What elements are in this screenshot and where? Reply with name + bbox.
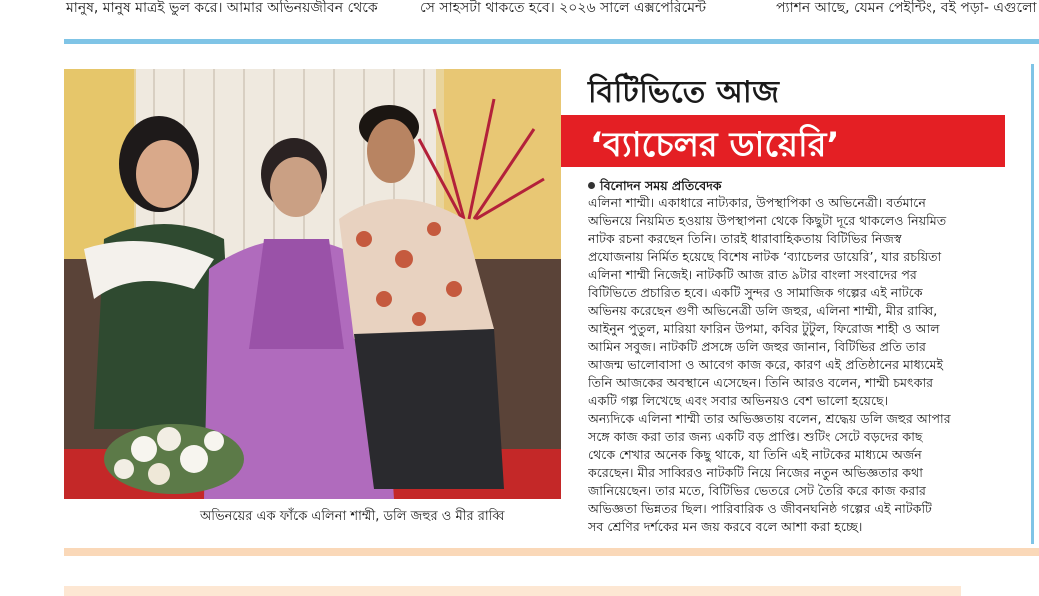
body-line: অন্যদিকে এলিনা শাম্মী তার অভিজ্ঞতায় বলেন, শ্রদ্ধেয় ডলি জহুর আপার [588, 411, 951, 426]
body-line: বিটিভিতে প্রচারিত হবে। একটি সুন্দর ও সামাজিক গল্পের এই নাটকে [588, 285, 923, 300]
body-line: তিনি আজকের অবস্থানে এসেছেন। তিনি আরও বলেন, শাম্মী চমৎকার [588, 375, 934, 390]
body-line: অভিজ্ঞতা ভিন্নতর ছিল। পারিবারিক ও জীবনঘনিষ্ঠ গল্পের এই নাটকটি [588, 501, 932, 516]
body-line: সব শ্রেণির দর্শকের মন জয় করবে বলে আশা করা হচ্ছে। [588, 519, 863, 534]
section-divider-lower [64, 586, 961, 596]
body-line: আইনুন পুতুল, মারিয়া ফারিন উপমা, কবির টুটুল, ফিরোজ শাহী ও আল [588, 321, 940, 336]
bullet-icon [588, 182, 595, 189]
article-kicker: বিটিভিতে আজ [588, 75, 780, 110]
body-line: জানিয়েছেন। তার মতে, বিটিভির ভেতরে সেট তৈরি করে কাজ করার [588, 483, 926, 498]
body-line: প্রযোজনায় নির্মিত হয়েছে বিশেষ নাটক ‘ব্যাচেলর ডায়েরি’, যার রচয়িতা [588, 249, 942, 264]
previous-article-strip [0, 0, 1039, 22]
strip-text-col2: সে সাহসটা থাকতে হবে। ২০২৬ সালে এক্সপেরিমেন্ট [420, 0, 707, 16]
article-photo [64, 69, 561, 499]
column-divider [1031, 64, 1034, 544]
body-line: নাটক রচনা করছেন তিনি। তারই ধারাবাহিকতায় বিটিভির নিজস্ব [588, 231, 902, 246]
body-line: একটি গল্প লিখেছে এবং সবার অভিনয়ও বেশ ভালো হয়েছে। [588, 393, 889, 408]
body-line: অভিনয় করেছেন গুণী অভিনেত্রী ডলি জহুর, এলিনা শাম্মী, মীর রাব্বি, [588, 303, 938, 318]
section-divider-bottom [64, 548, 1039, 556]
body-line: করেছেন। মীর সাব্বিরও নাটকটি নিয়ে নিজের নতুন অভিজ্ঞতার কথা [588, 465, 923, 480]
body-line: আমিন সবুজ। নাটকটি প্রসঙ্গে ডলি জহুর জানান, বিটিভির প্রতি তার [588, 339, 926, 354]
article-headline: ‘ব্যাচেলর ডায়েরি’ [590, 125, 840, 165]
article-body [588, 194, 1028, 536]
body-line: সঙ্গে কাজ করা তার জন্য একটি বড় প্রাপ্তি। শুটিং সেটে বড়দের কাছ [588, 429, 923, 444]
body-line: এলিনা শাম্মী। একাধারে নাট্যকার, উপস্থাপিকা ও অভিনেত্রী। বর্তমানে [588, 195, 926, 210]
body-line: আজন্ম ভালোবাসা ও আবেগ কাজ করে, কারণ এই প্রতিষ্ঠানের মাধ্যমেই [588, 357, 944, 372]
strip-text-col1: মানুষ, মানুষ মাত্রই ভুল করে। আমার অভিনয়জীবন থেকে [66, 0, 378, 16]
byline-text: বিনোদন সময় প্রতিবেদক [600, 178, 722, 193]
body-line: এলিনা শাম্মী নিজেই। নাটকটি আজ রাত ৯টার বাংলা সংবাদের পর [588, 267, 917, 282]
section-divider-top [64, 39, 1039, 44]
body-line: অভিনয়ে নিয়মিত হওয়ায় উপস্থাপনা থেকে কিছুটা দূরে থাকলেও নিয়মিত [588, 213, 947, 228]
strip-text-col3: প্যাশন আছে, যেমন পেইন্টিং, বই পড়া- এগুলো [776, 0, 1037, 16]
photo-caption: অভিনয়ের এক ফাঁকে এলিনা শাম্মী, ডলি জহুর ও মীর রাব্বি [200, 509, 505, 524]
body-line: থেকে শেখার অনেক কিছু থাকে, যা তিনি এই নাটকের মাধ্যমে অর্জন [588, 447, 922, 462]
